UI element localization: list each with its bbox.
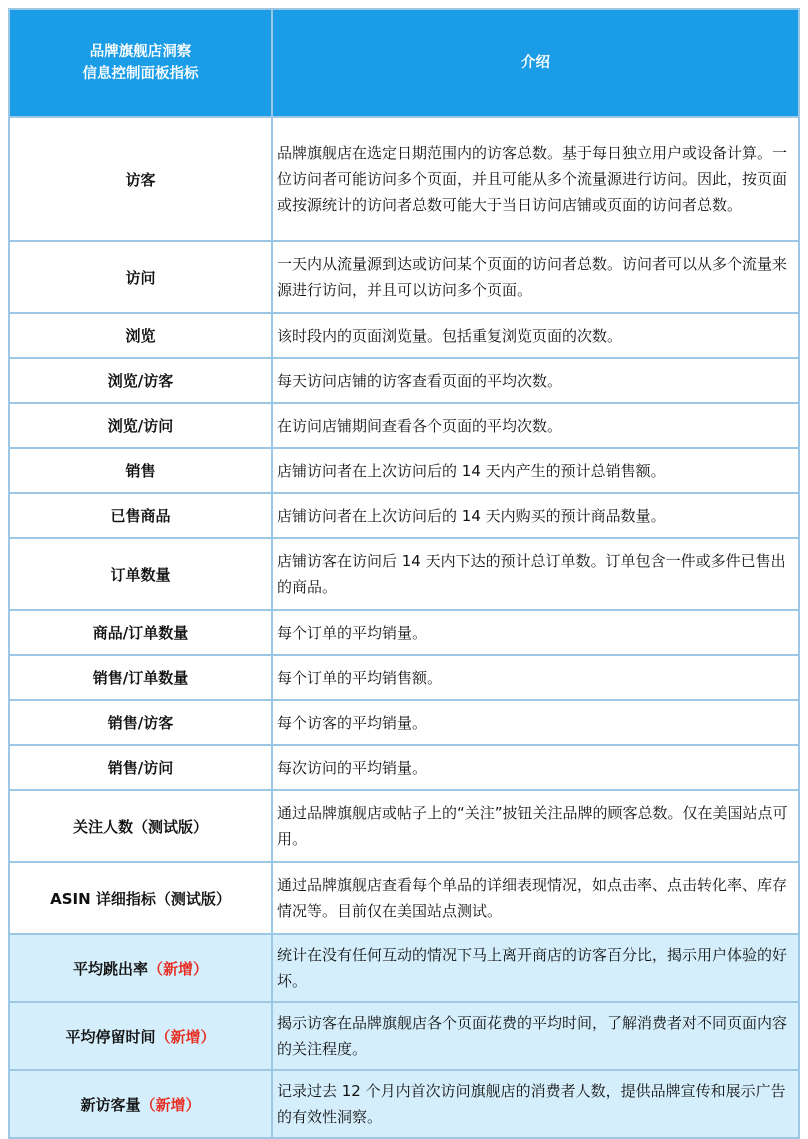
metric-description: 店铺访问者在上次访问后的 14 天内购买的预计商品数量。 <box>272 493 799 538</box>
table-row <box>9 538 799 610</box>
metric-description: 每次访问的平均销量。 <box>272 745 799 790</box>
table-row <box>9 610 799 655</box>
table-row <box>9 493 799 538</box>
table-row <box>9 790 799 862</box>
metric-name: 访客 <box>9 117 272 241</box>
new-badge: （新增） <box>155 1027 216 1046</box>
metric-description: 一天内从流量源到达或访问某个页面的访问者总数。访问者可以从多个流量来源进行访问，并且可以访问多个页面。 <box>272 241 799 313</box>
metric-description: 通过品牌旗舰店或帖子上的“关注”披钮关注品牌的顾客总数。仅在美国站点可用。 <box>272 790 799 862</box>
header-metric-column <box>9 9 272 117</box>
table-row <box>9 862 799 934</box>
new-badge: （新增） <box>148 959 209 978</box>
metric-description: 每天访问店铺的访客查看页面的平均次数。 <box>272 358 799 403</box>
metric-name: 已售商品 <box>9 493 272 538</box>
metric-name: 新访客量 <box>80 1095 141 1114</box>
metric-name-cell <box>9 1070 272 1138</box>
metric-name-cell <box>9 1002 272 1070</box>
metric-name: 关注人数（测试版） <box>9 790 272 862</box>
metrics-table <box>8 8 800 1139</box>
metric-description: 店铺访客在访问后 14 天内下达的预计总订单数。订单包含一件或多件已售出的商品。 <box>272 538 799 610</box>
metric-description: 记录过去 12 个月内首次访问旗舰店的消费者人数，提供品牌宣传和展示广告的有效性洞察。 <box>272 1070 799 1138</box>
metric-name: 平均停留时间 <box>65 1027 156 1046</box>
table-row <box>9 700 799 745</box>
table-header-row <box>9 9 799 117</box>
header-metric-line2: 信息控制面板指标 <box>82 66 199 82</box>
new-badge: （新增） <box>140 1095 201 1114</box>
metric-name: 浏览/访问 <box>9 403 272 448</box>
table-row-new <box>9 1070 799 1138</box>
table-row <box>9 403 799 448</box>
metric-description: 每个订单的平均销量。 <box>272 610 799 655</box>
metric-description: 每个订单的平均销售额。 <box>272 655 799 700</box>
table-row <box>9 313 799 358</box>
table-row <box>9 241 799 313</box>
table-row-new <box>9 1002 799 1070</box>
metric-name: 访问 <box>9 241 272 313</box>
table-row <box>9 448 799 493</box>
metric-name: 平均跳出率 <box>72 959 148 978</box>
metric-name-cell <box>9 934 272 1002</box>
metric-description: 店铺访问者在上次访问后的 14 天内产生的预计总销售额。 <box>272 448 799 493</box>
table-row-new <box>9 934 799 1002</box>
metrics-table-container <box>8 8 798 1139</box>
table-row <box>9 745 799 790</box>
metric-description: 通过品牌旗舰店查看每个单品的详细表现情况，如点击率、点击转化率、库存情况等。目前仅在美国站点测试。 <box>272 862 799 934</box>
metric-description: 品牌旗舰店在选定日期范围内的访客总数。基于每日独立用户或设备计算。一位访问者可能访问多个页面，并且可能从多个流量源进行访问。因此，按页面或按源统计的访问者总数可能大于当日访问店铺或页面的访问者总数。 <box>272 117 799 241</box>
metric-name: 浏览/访客 <box>9 358 272 403</box>
metric-name: 商品/订单数量 <box>9 610 272 655</box>
metric-description: 揭示访客在品牌旗舰店各个页面花费的平均时间，了解消费者对不同页面内容的关注程度。 <box>272 1002 799 1070</box>
table-row <box>9 655 799 700</box>
metric-name: ASIN 详细指标（测试版） <box>9 862 272 934</box>
metric-name: 销售/订单数量 <box>9 655 272 700</box>
metric-name: 浏览 <box>9 313 272 358</box>
metric-name: 订单数量 <box>9 538 272 610</box>
header-metric-line1: 品牌旗舰店洞察 <box>89 44 192 60</box>
metric-name: 销售/访客 <box>9 700 272 745</box>
metric-description: 该时段内的页面浏览量。包括重复浏览页面的次数。 <box>272 313 799 358</box>
metric-description: 每个访客的平均销量。 <box>272 700 799 745</box>
table-row <box>9 117 799 241</box>
header-description-column: 介绍 <box>272 9 799 117</box>
metric-description: 在访问店铺期间查看各个页面的平均次数。 <box>272 403 799 448</box>
metric-name: 销售 <box>9 448 272 493</box>
metric-description: 统计在没有任何互动的情况下马上离开商店的访客百分比，揭示用户体验的好坏。 <box>272 934 799 1002</box>
table-row <box>9 358 799 403</box>
metric-name: 销售/访问 <box>9 745 272 790</box>
